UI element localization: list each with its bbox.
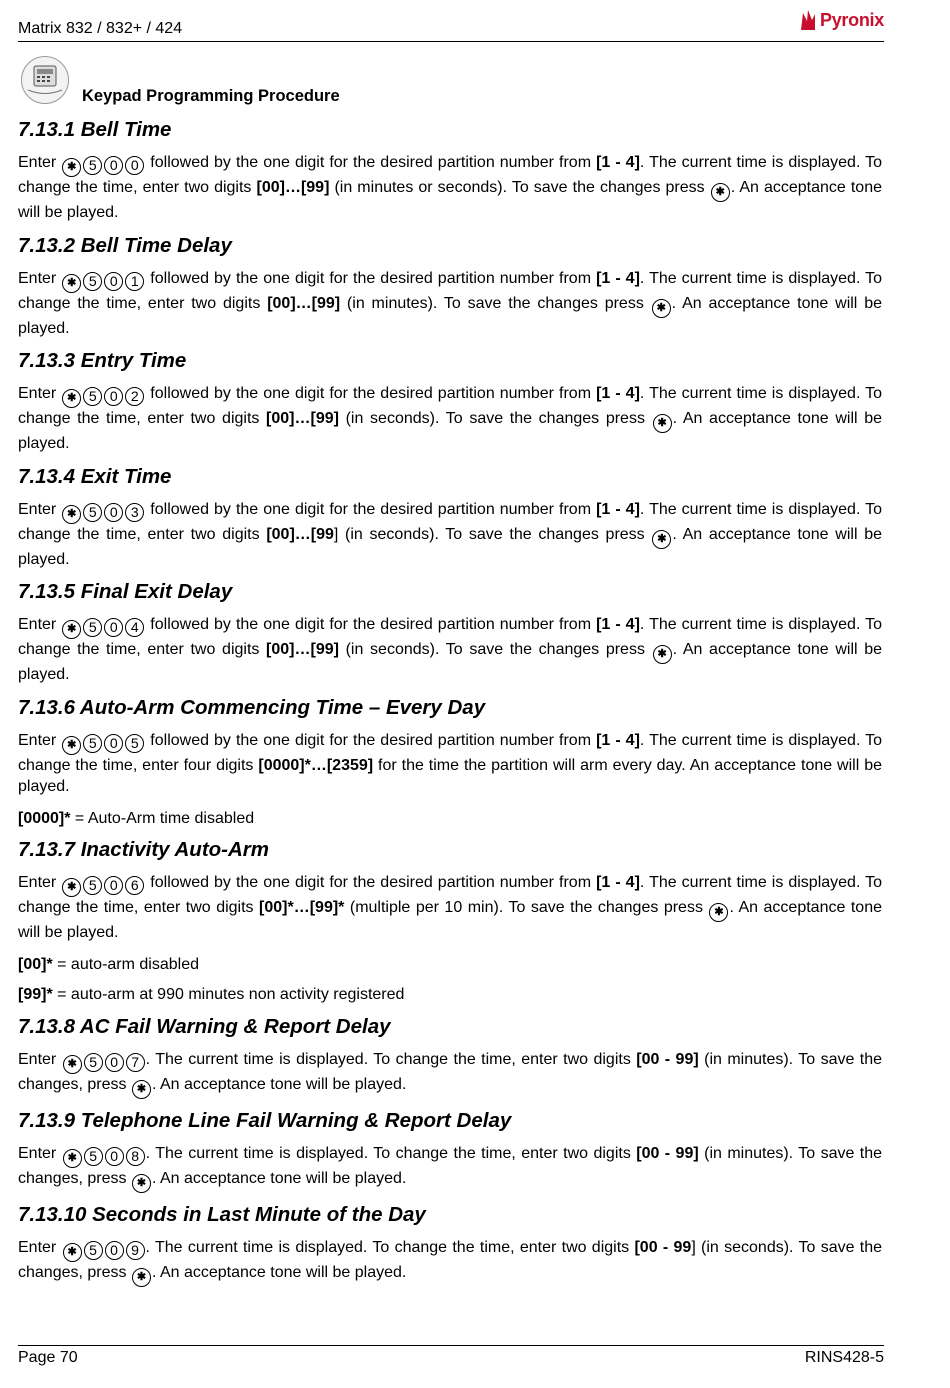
section-heading: 7.13.5 Final Exit Delay <box>18 580 233 603</box>
digit-key-icon: 6 <box>125 876 144 895</box>
document-reference: RINS428-5 <box>804 1349 884 1366</box>
star-key-icon: ✱ <box>652 299 671 318</box>
section <box>18 1203 882 1287</box>
enter-word: Enter <box>18 1238 62 1256</box>
text-run: . An acceptance tone will be played. <box>18 899 882 941</box>
digit-key-icon: 1 <box>125 272 144 291</box>
text-run: . The current time is displayed. To change the time, enter two digits <box>18 874 883 916</box>
keypad-icon <box>21 56 69 104</box>
enter-word: Enter <box>18 731 62 749</box>
digit-key-icon: 0 <box>104 387 123 406</box>
section-paragraph <box>18 730 882 798</box>
enter-word: Enter <box>18 874 62 891</box>
enter-word: Enter <box>18 1050 62 1068</box>
partition-range: [1 - 4] <box>596 874 640 891</box>
note-value: [99]* <box>18 986 53 1003</box>
section-heading: 7.13.7 Inactivity Auto-Arm <box>18 838 270 861</box>
flame-icon <box>798 9 818 31</box>
text-run: followed by the one digit for the desired partition number from <box>145 731 597 749</box>
text-run: followed by the one digit for the desired partition number from <box>145 500 597 518</box>
digit-key-icon: 9 <box>126 1241 145 1260</box>
section <box>18 696 882 830</box>
text-run: followed by the one digit for the desired partition number from <box>145 616 597 633</box>
text-run: followed by the one digit for the desired partition number from <box>145 154 597 171</box>
digit-range: [00 - 99] <box>636 1144 699 1162</box>
header-divider <box>18 41 884 42</box>
digit-range: [00 - 99 <box>634 1238 692 1256</box>
section-paragraph <box>18 872 882 944</box>
partition-range: [1 - 4] <box>596 385 640 402</box>
digit-key-icon: 0 <box>104 156 123 175</box>
star-key-icon: ✱ <box>653 645 672 664</box>
digit-range: [00]*…[99]* <box>259 899 345 916</box>
section-note <box>18 984 882 1006</box>
text-run: (in minutes). To save the changes, press <box>18 1050 883 1093</box>
section-heading: 7.13.9 Telephone Line Fail Warning & Report Delay <box>18 1108 512 1132</box>
section <box>18 465 882 571</box>
enter-word: Enter <box>18 616 62 633</box>
star-key-icon: ✱ <box>709 903 728 922</box>
partition-range: [1 - 4] <box>596 500 640 518</box>
text-run: . The current time is displayed. To change the time, enter two digits <box>18 154 883 196</box>
partition-range: [1 - 4] <box>596 154 640 171</box>
digit-key-icon: 0 <box>104 734 123 753</box>
note-text: = Auto-Arm time disabled <box>70 809 255 827</box>
page-number: Page 70 <box>18 1349 78 1366</box>
star-key-icon: ✱ <box>62 158 81 177</box>
text-run: . The current time is displayed. To change the time, enter four digits <box>18 731 883 774</box>
digit-range: [00 - 99] <box>636 1050 699 1068</box>
enter-word: Enter <box>18 385 62 402</box>
text-run: (multiple per 10 min). To save the changes press <box>344 899 709 916</box>
digit-key-icon: 5 <box>84 1241 103 1260</box>
digit-key-icon: 0 <box>105 1147 124 1166</box>
document-body <box>18 118 882 1297</box>
section-paragraph <box>18 268 882 340</box>
star-key-icon: ✱ <box>63 1243 82 1262</box>
enter-word: Enter <box>18 269 62 287</box>
digit-key-icon: 5 <box>83 156 102 175</box>
text-run: . The current time is displayed. To change the time, enter two digits <box>145 1144 637 1162</box>
partition-range: [1 - 4] <box>596 731 640 749</box>
enter-word: Enter <box>18 154 62 171</box>
digit-key-icon: 8 <box>126 1147 145 1166</box>
digit-range: [00]…[99] <box>256 179 330 196</box>
section-note <box>18 954 882 976</box>
digit-key-icon: 5 <box>125 734 144 753</box>
digit-key-icon: 0 <box>104 272 123 291</box>
note-value: [0000]* <box>18 809 71 827</box>
digit-range: [0000]*…[2359] <box>258 756 374 774</box>
digit-range: [00]…[99 <box>266 525 334 543</box>
footer-divider <box>18 1345 884 1346</box>
star-key-icon: ✱ <box>711 183 730 202</box>
digit-key-icon: 3 <box>125 503 144 522</box>
star-key-icon: ✱ <box>132 1268 151 1287</box>
text-run: followed by the one digit for the desired partition number from <box>145 874 597 891</box>
section-paragraph <box>18 1237 882 1287</box>
text-run: . The current time is displayed. To change the time, enter two digits <box>18 500 883 543</box>
section-heading: 7.13.1 Bell Time <box>18 118 172 141</box>
partition-range: [1 - 4] <box>596 269 640 287</box>
section-heading: 7.13.10 Seconds in Last Minute of the Day <box>18 1202 426 1226</box>
section-heading: 7.13.6 Auto-Arm Commencing Time – Every Day <box>18 695 486 719</box>
section <box>18 1109 882 1193</box>
digit-range: [00]…[99] <box>266 641 339 658</box>
text-run: (in seconds). To save the changes press <box>338 410 652 427</box>
text-run: ] (in seconds). To save the changes press <box>333 525 652 543</box>
digit-key-icon: 4 <box>125 618 144 637</box>
text-run: for the time the partition will arm every day. An acceptance tone will be played. <box>18 756 883 795</box>
star-key-icon: ✱ <box>62 389 81 408</box>
digit-key-icon: 7 <box>126 1053 145 1072</box>
star-key-icon: ✱ <box>62 878 81 897</box>
text-run: . An acceptance tone will be played. <box>151 1263 407 1281</box>
section-heading: 7.13.3 Entry Time <box>18 349 187 372</box>
note-text: = auto-arm disabled <box>52 955 199 973</box>
pyronix-logo <box>798 9 884 31</box>
star-key-icon: ✱ <box>63 1055 82 1074</box>
digit-key-icon: 0 <box>105 1241 124 1260</box>
text-run: (in seconds). To save the changes press <box>338 641 652 658</box>
star-key-icon: ✱ <box>62 505 81 524</box>
section-paragraph <box>18 1049 882 1099</box>
text-run: . The current time is displayed. To change the time, enter two digits <box>145 1238 635 1256</box>
text-run: . An acceptance tone will be played. <box>18 294 883 337</box>
digit-key-icon: 5 <box>83 272 102 291</box>
star-key-icon: ✱ <box>62 274 81 293</box>
digit-key-icon: 5 <box>83 387 102 406</box>
note-text: = auto-arm at 990 minutes non activity registered <box>52 986 405 1003</box>
star-key-icon: ✱ <box>132 1080 151 1099</box>
section-heading: 7.13.4 Exit Time <box>18 464 172 488</box>
section-heading: 7.13.2 Bell Time Delay <box>18 233 232 257</box>
text-run: . The current time is displayed. To change the time, enter two digits <box>145 1050 637 1068</box>
section-heading: 7.13.8 AC Fail Warning & Report Delay <box>18 1014 391 1038</box>
text-run: (in minutes or seconds). To save the changes press <box>329 179 710 196</box>
section-paragraph <box>18 614 882 686</box>
digit-key-icon: 0 <box>104 618 123 637</box>
digit-key-icon: 0 <box>105 1053 124 1072</box>
digit-key-icon: 5 <box>84 1147 103 1166</box>
note-value: [00]* <box>18 955 53 973</box>
digit-key-icon: 5 <box>83 876 102 895</box>
digit-key-icon: 0 <box>104 876 123 895</box>
digit-key-icon: 5 <box>84 1053 103 1072</box>
digit-key-icon: 0 <box>104 503 123 522</box>
star-key-icon: ✱ <box>62 736 81 755</box>
digit-range: [00]…[99] <box>267 294 341 312</box>
text-run: (in minutes). To save the changes, press <box>18 1144 883 1187</box>
text-run: ] (in seconds). To save the changes, press <box>18 1238 883 1281</box>
star-key-icon: ✱ <box>62 620 81 639</box>
section <box>18 838 882 1006</box>
text-run: followed by the one digit for the desired partition number from <box>145 269 597 287</box>
text-run: (in minutes). To save the changes press <box>340 294 651 312</box>
text-run: followed by the one digit for the desired partition number from <box>145 385 597 402</box>
enter-word: Enter <box>18 1144 62 1162</box>
procedure-title: Keypad Programming Procedure <box>82 87 340 105</box>
logo-text: Pyronix <box>820 9 884 30</box>
text-run: . An acceptance tone will be played. <box>18 410 883 452</box>
digit-key-icon: 0 <box>125 156 144 175</box>
section-paragraph <box>18 499 882 571</box>
digit-key-icon: 5 <box>83 734 102 753</box>
section <box>18 1015 882 1099</box>
digit-range: [00]…[99] <box>266 410 339 427</box>
text-run: . An acceptance tone will be played. <box>18 179 882 221</box>
section-note <box>18 808 882 830</box>
section <box>18 580 882 686</box>
star-key-icon: ✱ <box>652 530 671 549</box>
star-key-icon: ✱ <box>132 1174 151 1193</box>
digit-key-icon: 2 <box>125 387 144 406</box>
enter-word: Enter <box>18 500 62 518</box>
section <box>18 349 882 455</box>
text-run: . The current time is displayed. To change the time, enter two digits <box>18 385 883 427</box>
digit-key-icon: 5 <box>83 618 102 637</box>
section-paragraph <box>18 1143 882 1193</box>
text-run: . An acceptance tone will be played. <box>18 641 883 683</box>
document-header-title: Matrix 832 / 832+ / 424 <box>18 20 183 37</box>
digit-key-icon: 5 <box>83 503 102 522</box>
partition-range: [1 - 4] <box>596 616 640 633</box>
text-run: . An acceptance tone will be played. <box>151 1075 407 1093</box>
section-paragraph <box>18 152 882 224</box>
section <box>18 118 882 224</box>
text-run: . The current time is displayed. To change the time, enter two digits <box>18 269 883 312</box>
star-key-icon: ✱ <box>653 414 672 433</box>
text-run: . The current time is displayed. To change the time, enter two digits <box>18 616 883 658</box>
section <box>18 234 882 340</box>
star-key-icon: ✱ <box>63 1149 82 1168</box>
section-paragraph <box>18 383 882 455</box>
text-run: . An acceptance tone will be played. <box>18 525 883 568</box>
text-run: . An acceptance tone will be played. <box>151 1169 407 1187</box>
